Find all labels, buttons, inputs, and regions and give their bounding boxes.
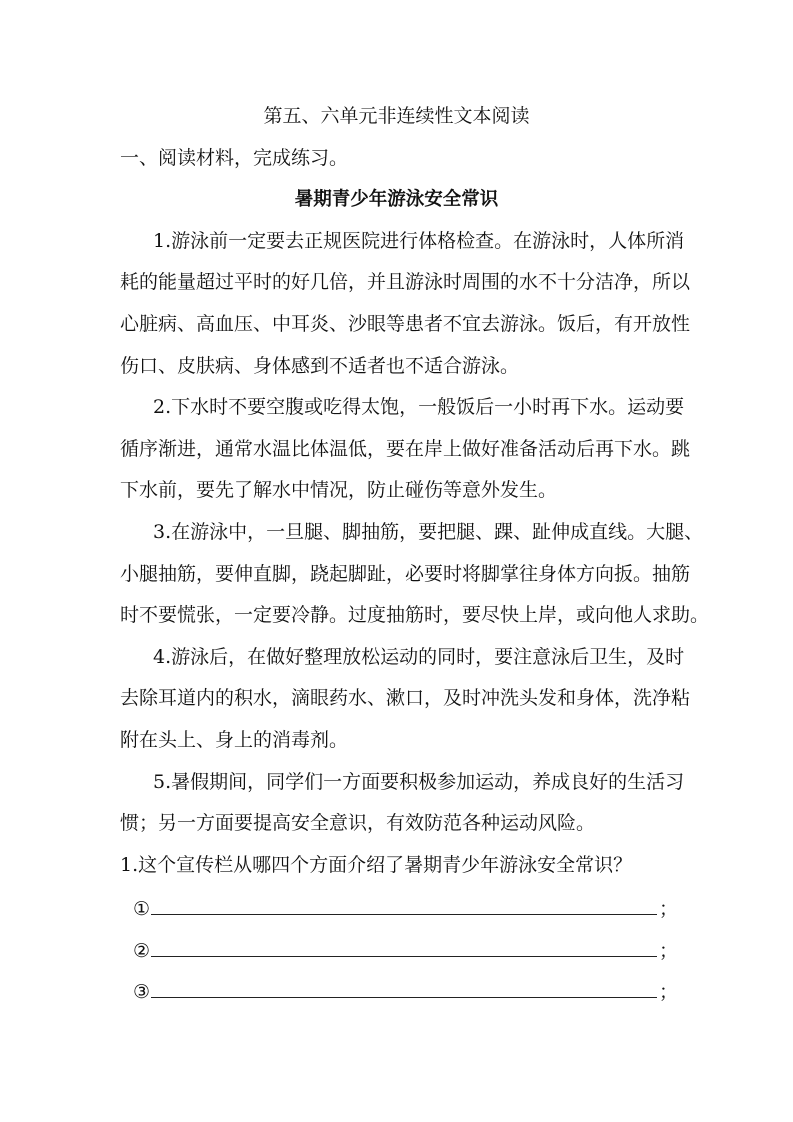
article-title: 暑期青少年游泳安全常识 [294, 189, 499, 211]
blank-end-punct: ； [658, 981, 678, 1004]
section-heading [0, 138, 793, 180]
page-title: 第五、六单元非连续性文本阅读 [263, 105, 530, 127]
paragraph-line [0, 762, 793, 804]
paragraph-2-text: 循序渐进，通常水温比体温低，要在岸上做好准备活动后再下水。跳 [120, 437, 691, 460]
paragraph-2-text: 2.下水时不要空腹或吃得太饱，一般饭后一小时再下水。运动要 [153, 396, 685, 419]
paragraph-4-text: 附在头上、身上的消毒剂。 [120, 728, 349, 751]
paragraph-5-text: 5.暑假期间，同学们一方面要积极参加运动，养成良好的生活习 [153, 770, 685, 793]
paragraph-4-text: 4.游泳后，在做好整理放松运动的同时，要注意泳后卫生，及时 [153, 645, 685, 668]
answer-blank-1 [133, 886, 678, 931]
answer-row [0, 886, 793, 928]
paragraph-1-text: 1.游泳前一定要去正规医院进行体格检查。在游泳时，人体所消 [153, 229, 685, 252]
paragraph-1-text: 心脏病、高血压、中耳炎、沙眼等患者不宜去游泳。饭后，有开放性 [120, 312, 691, 335]
paragraph-3-text: 3.在游泳中，一旦腿、脚抽筋，要把腿、踝、趾伸成直线。大腿、 [153, 520, 704, 543]
paragraph-5-text: 惯；另一方面要提高安全意识，有效防范各种运动风险。 [120, 812, 596, 835]
paragraph-line [0, 429, 793, 471]
paragraph-3-text: 小腿抽筋，要伸直脚，跷起脚趾，必要时将脚掌往身体方向扳。抽筋 [120, 562, 691, 585]
document-page [0, 96, 793, 1011]
answer-blank-2 [133, 928, 678, 973]
blank-number: ③ [133, 981, 151, 1004]
paragraph-line [0, 304, 793, 346]
answer-blanks [0, 886, 793, 1011]
paragraph-line [0, 678, 793, 720]
paragraph-line [0, 637, 793, 679]
answer-line[interactable] [151, 969, 657, 998]
blank-number: ② [133, 939, 151, 962]
paragraph-1-text: 伤口、皮肤病、身体感到不适者也不适合游泳。 [120, 354, 520, 377]
paragraph-2-text: 下水前，要先了解水中情况，防止碰伤等意外发生。 [120, 479, 558, 502]
paragraph-line [0, 803, 793, 845]
article-body [0, 221, 793, 845]
paragraph-line [0, 262, 793, 304]
answer-row [0, 969, 793, 1011]
paragraph-line [0, 221, 793, 263]
paragraph-line [0, 720, 793, 762]
paragraph-line [0, 554, 793, 596]
paragraph-line [0, 387, 793, 429]
section-heading-text: 一、阅读材料，完成练习。 [120, 146, 349, 169]
paragraph-line [0, 595, 793, 637]
answer-row [0, 928, 793, 970]
answer-blank-3 [133, 969, 678, 1014]
answer-line[interactable] [151, 886, 657, 915]
paragraph-4-text: 去除耳道内的积水，滴眼药水、漱口，及时冲洗头发和身体，洗净粘 [120, 687, 691, 710]
paragraph-line [0, 512, 793, 554]
paragraph-1-text: 耗的能量超过平时的好几倍，并且游泳时周围的水不十分洁净，所以 [120, 271, 691, 294]
answer-line[interactable] [151, 928, 657, 957]
question-text: 1.这个宣传栏从哪四个方面介绍了暑期青少年游泳安全常识？ [120, 853, 633, 876]
blank-number: ① [133, 898, 151, 921]
blank-end-punct: ； [658, 939, 678, 962]
paragraph-3-text: 时不要慌张，一定要冷静。过度抽筋时，要尽快上岸，或向他人求助。 [120, 604, 710, 627]
paragraph-line [0, 470, 793, 512]
paragraph-line [0, 346, 793, 388]
blank-end-punct: ； [658, 898, 678, 921]
question-1 [0, 845, 793, 887]
